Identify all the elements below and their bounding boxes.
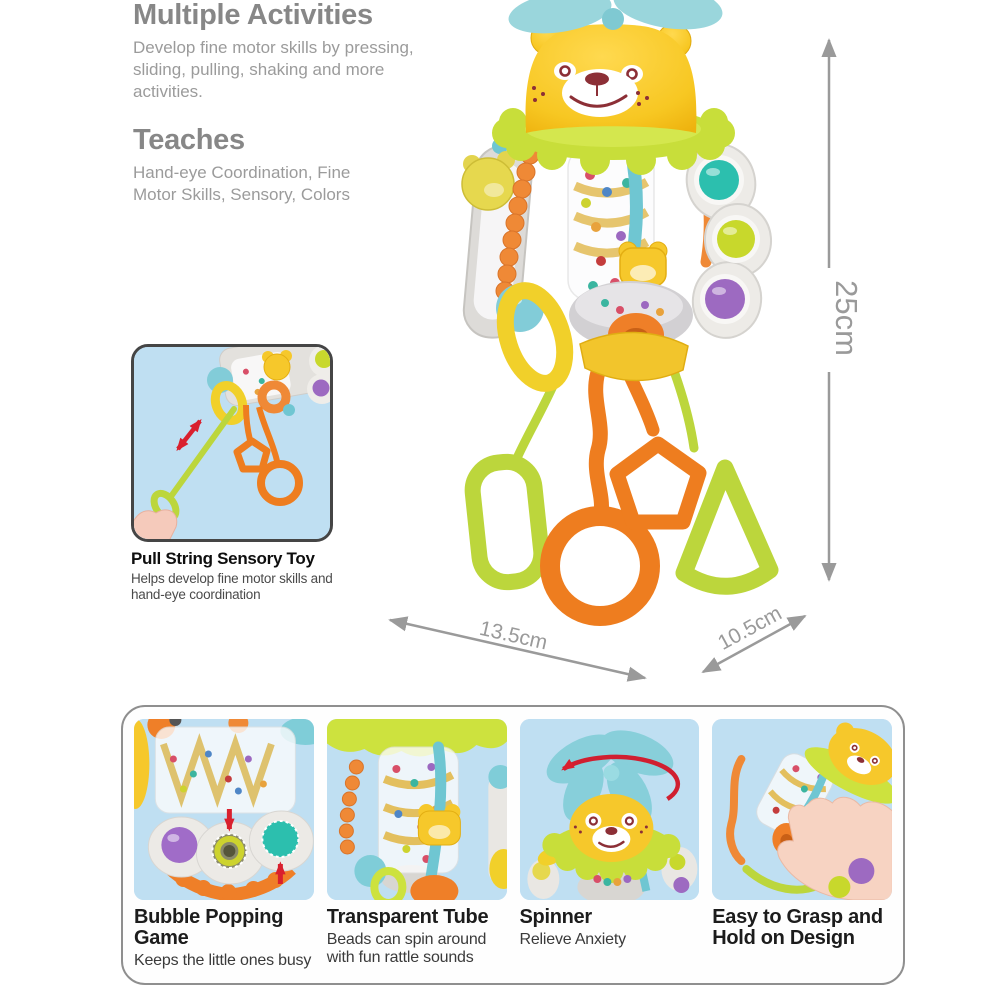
grab-loop-green-square — [470, 459, 544, 585]
text-multiple-activities: Develop fine motor skills by pressing, sliding, pulling, shaking and more activities. — [133, 38, 414, 101]
feature-transparent-tube — [327, 719, 507, 971]
feature-title: Easy to Grasp and Hold on Design — [712, 906, 883, 950]
heading-teaches: Teaches — [133, 123, 245, 156]
inset-description: Helps develop fine motor skills and hand-eye coordination — [131, 571, 333, 602]
inset-title: Pull String Sensory Toy — [131, 549, 315, 568]
pull-strings — [470, 360, 770, 616]
bear-rattle-icon — [462, 151, 515, 210]
pop-bubble-purple — [161, 827, 197, 863]
baby-hand — [134, 510, 177, 539]
grab-loop-orange-circle — [550, 516, 650, 616]
pop-bubble-teal — [699, 160, 739, 200]
feature-panels — [121, 705, 905, 985]
feature-image-spinner — [520, 719, 700, 900]
pull-string-image — [131, 344, 333, 542]
pull-string-inset — [131, 344, 335, 603]
feature-description: Relieve Anxiety — [519, 931, 626, 949]
pop-bubble-purple — [705, 279, 745, 319]
feature-image-transparent-tube — [327, 719, 507, 900]
feature-title: Spinner — [519, 906, 592, 928]
feature-bubble-popping — [134, 719, 314, 971]
feature-title: Bubble Popping Game — [134, 906, 284, 950]
yellow-base — [580, 332, 688, 380]
dimension-label-width: 13.5cm — [477, 616, 550, 655]
feature-description: Beads can spin around with fun rattle sounds — [326, 931, 487, 967]
feature-easy-grasp — [712, 719, 892, 971]
feature-description: Keeps the little ones busy — [134, 952, 312, 970]
yellow-ring — [494, 283, 575, 391]
feature-spinner — [520, 719, 700, 971]
pop-bubble-green — [717, 220, 755, 258]
bear-head — [526, 21, 697, 133]
feature-image-easy-grasp — [712, 719, 892, 900]
dimension-label-height: 25cm — [829, 280, 864, 356]
grab-loop-orange-pentagon — [617, 444, 699, 522]
intro-text-block — [133, 0, 453, 206]
feature-title: Transparent Tube — [326, 906, 489, 928]
product-photo-main — [430, 0, 820, 650]
dimension-label-depth: 10.5cm — [714, 601, 786, 655]
feature-image-bubble-popping — [134, 719, 314, 900]
bear-slider — [619, 242, 667, 286]
heading-multiple-activities: Multiple Activities — [133, 0, 373, 31]
pull-string-illustration — [134, 347, 330, 539]
popit-column — [679, 137, 774, 343]
text-teaches: Hand-eye Coordination, Fine Motor Skills, Sensory, Colors — [133, 163, 351, 204]
